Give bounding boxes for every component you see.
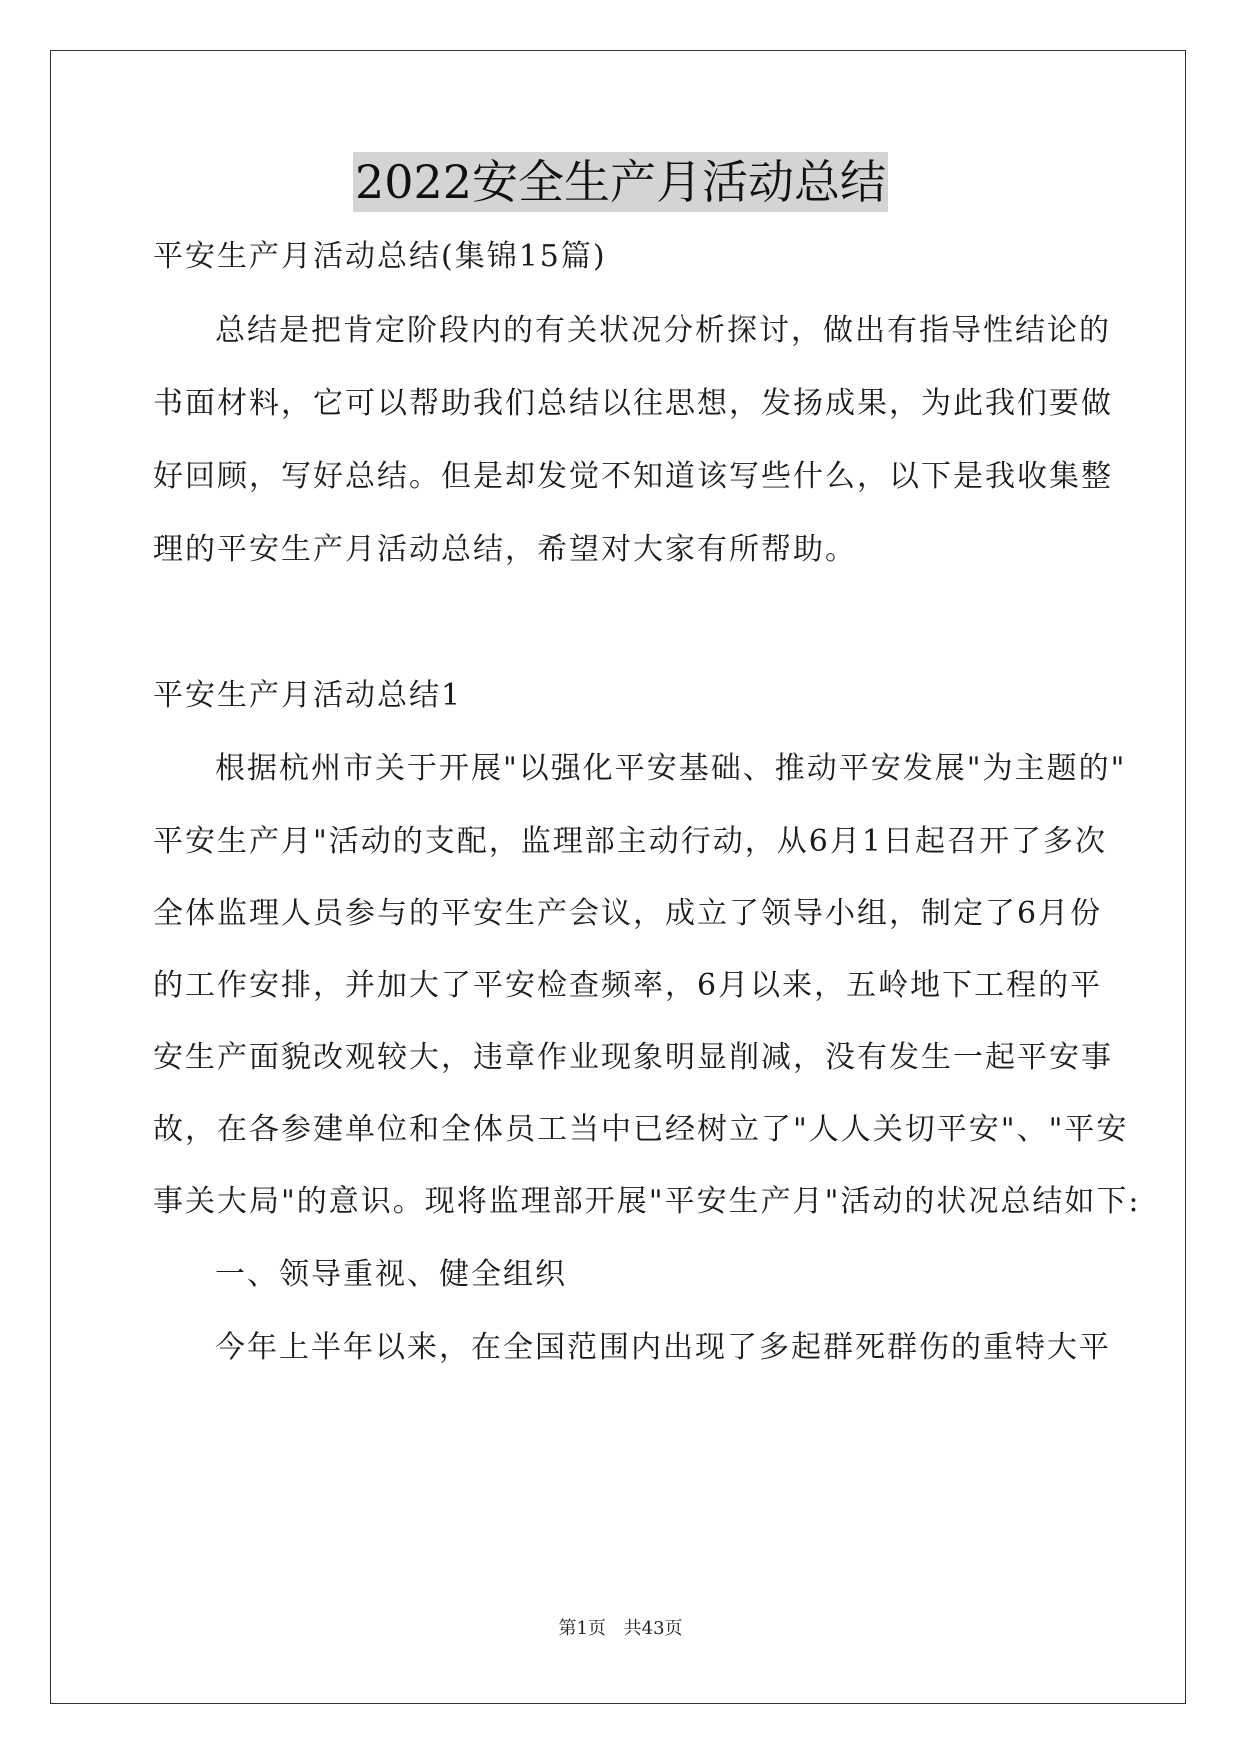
body-line: 故，在各参建单位和全体员工当中已经树立了"人人关切平安"、"平安 [153, 1112, 1129, 1147]
body-line: 安生产面貌改观较大，违章作业现象明显削减，没有发生一起平安事 [153, 1040, 1113, 1075]
body-line: 根据杭州市关于开展"以强化平安基础、推动平安发展"为主题的" [215, 751, 1127, 786]
page-border [50, 50, 1186, 1704]
body-line: 全体监理人员参与的平安生产会议，成立了领导小组，制定了6月份 [153, 896, 1103, 931]
body-line: 好回顾，写好总结。但是却发觉不知道该写些什么，以下是我收集整 [153, 459, 1113, 494]
page-number: 第1页 [558, 1618, 606, 1639]
body-line: 今年上半年以来，在全国范围内出现了多起群死群伤的重特大平 [215, 1330, 1111, 1365]
body-line: 书面材料，它可以帮助我们总结以往思想，发扬成果，为此我们要做 [153, 386, 1113, 421]
page-footer [0, 1617, 1241, 1641]
body-line: 事关大局"的意识。现将监理部开展"平安生产月"活动的状况总结如下: [153, 1184, 1141, 1219]
body-line: 理的平安生产月活动总结，希望对大家有所帮助。 [153, 532, 857, 567]
title-container [0, 152, 1241, 212]
page-total: 共43页 [623, 1618, 683, 1639]
section-heading: 平安生产月活动总结1 [153, 678, 463, 713]
body-line: 总结是把肯定阶段内的有关状况分析探讨，做出有指导性结论的 [215, 313, 1111, 348]
body-line: 的工作安排，并加大了平安检查频率，6月以来，五岭地下工程的平 [153, 968, 1103, 1003]
subtitle-line: 平安生产月活动总结(集锦15篇) [153, 239, 607, 274]
subsection-heading: 一、领导重视、健全组织 [215, 1257, 567, 1292]
document-title: 2022安全生产月活动总结 [353, 152, 888, 212]
body-line: 平安生产月"活动的支配，监理部主动行动，从6月1日起召开了多次 [153, 824, 1107, 859]
